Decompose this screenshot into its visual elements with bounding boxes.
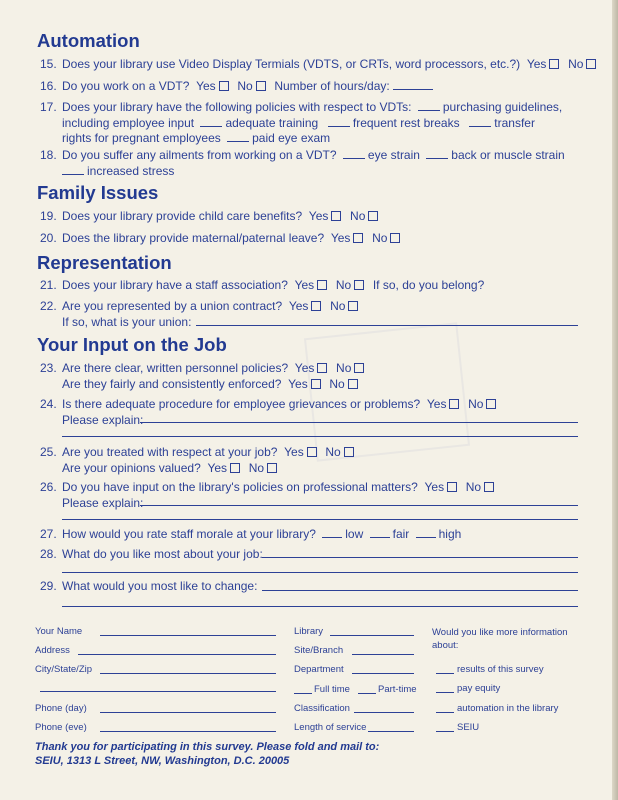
q23-yes-checkbox[interactable] xyxy=(317,363,327,373)
q17-breaks-blank[interactable] xyxy=(328,116,350,127)
q24-text: Is there adequate procedure for employee grievances or problems? xyxy=(62,397,421,411)
footer-phone-eve-field[interactable] xyxy=(100,731,276,732)
q17-option-transfer: transfer xyxy=(494,115,535,130)
footer-fulltime-blank[interactable] xyxy=(294,693,312,694)
q29-answer-line-1[interactable] xyxy=(262,590,578,591)
q15-text: Does your library use Video Display Termials (VDTS, or CRTs, word processors, etc.?) xyxy=(62,57,521,71)
q27-high-blank[interactable] xyxy=(416,527,436,538)
q23b-no-label: No xyxy=(329,376,345,391)
q17-option-purchasing: purchasing guidelines, xyxy=(442,100,563,114)
q26-yes-label: Yes xyxy=(424,480,445,494)
q19-no-label: No xyxy=(350,209,366,223)
question-15 xyxy=(40,57,598,73)
q15-no-checkbox[interactable] xyxy=(586,59,596,69)
footer-phone-day-field[interactable] xyxy=(100,712,276,713)
question-21 xyxy=(40,278,484,294)
q25-number: 25. xyxy=(40,445,57,459)
q18-eye-strain-blank[interactable] xyxy=(343,148,365,159)
q15-yes-checkbox[interactable] xyxy=(549,59,559,69)
q25b-no-checkbox[interactable] xyxy=(267,463,277,473)
section-heading-representation: Representation xyxy=(37,252,172,273)
q17-option-eye-exam: paid eye exam xyxy=(252,131,331,145)
q25b-no-label: No xyxy=(248,460,265,475)
q27-option-low: low xyxy=(345,527,364,541)
q21-number: 21. xyxy=(40,278,57,292)
q23-no-checkbox[interactable] xyxy=(354,363,364,373)
q18-option-back-strain: back or muscle strain xyxy=(451,148,565,162)
q22-union-field[interactable] xyxy=(196,325,578,326)
footer-info3-blank[interactable] xyxy=(436,712,454,713)
section-heading-automation: Automation xyxy=(37,30,140,51)
q29-answer-line-2[interactable] xyxy=(62,606,578,607)
footer-name-label: Your Name xyxy=(35,626,83,637)
q21-no-checkbox[interactable] xyxy=(354,280,364,290)
q19-yes-checkbox[interactable] xyxy=(331,211,341,221)
footer-phone-eve-label: Phone (eve) xyxy=(35,722,87,733)
footer-classification-label: Classification xyxy=(294,703,350,714)
footer-info4-blank[interactable] xyxy=(436,731,454,732)
q22-yes-label: Yes xyxy=(288,299,309,313)
footer-site-label: Site/Branch xyxy=(294,645,344,656)
q25-yes-label: Yes xyxy=(284,445,304,459)
q17-number: 17. xyxy=(40,100,57,114)
q17-option-breaks: frequent rest breaks xyxy=(352,115,460,130)
footer-info2-label: pay equity xyxy=(457,683,501,694)
q20-yes-checkbox[interactable] xyxy=(353,233,363,243)
q18-stress-blank[interactable] xyxy=(62,164,84,175)
q23-no-label: No xyxy=(336,361,352,375)
section-heading-family: Family Issues xyxy=(37,182,159,203)
q17-eye-exam-blank[interactable] xyxy=(227,131,249,142)
q21-text: Does your library have a staff association? xyxy=(62,278,288,292)
footer-address-label: Address xyxy=(35,645,70,656)
q19-text: Does your library provide child care benefits? xyxy=(62,209,303,223)
q28-text: What do you like most about your job: xyxy=(62,547,263,561)
q26-no-label: No xyxy=(465,480,482,494)
footer-library-field[interactable] xyxy=(330,635,414,636)
footer-department-field[interactable] xyxy=(352,673,414,674)
q23b-no-checkbox[interactable] xyxy=(348,379,358,389)
q16-no-label: No xyxy=(237,79,253,93)
q22-no-label: No xyxy=(330,299,346,313)
q16-hours-field[interactable] xyxy=(393,79,433,90)
q18-option-stress: increased stress xyxy=(87,163,175,178)
footer-parttime-blank[interactable] xyxy=(358,693,376,694)
q26-explain-line-1[interactable] xyxy=(140,505,578,506)
q24-no-label: No xyxy=(468,397,484,411)
q22-text: Are you represented by a union contract? xyxy=(62,299,283,313)
q17-training-blank[interactable] xyxy=(200,116,222,127)
question-20 xyxy=(40,231,402,247)
question-18 xyxy=(40,148,565,179)
q16-no-checkbox[interactable] xyxy=(256,81,266,91)
q20-yes-label: Yes xyxy=(330,231,351,245)
q23-number: 23. xyxy=(40,361,57,375)
q17-line2-text: including employee input xyxy=(62,115,195,130)
q23-text-2: Are they fairly and consistently enforced? xyxy=(62,376,282,391)
thank-you-line-1: Thank you for participating in this survey. Please fold and mail to: xyxy=(35,741,380,753)
q16-text: Do you work on a VDT? xyxy=(62,79,190,93)
q21-yes-label: Yes xyxy=(294,278,315,292)
q29-text: What would you most like to change: xyxy=(62,579,258,593)
q25b-yes-checkbox[interactable] xyxy=(230,463,240,473)
footer-city-field-2[interactable] xyxy=(40,691,276,692)
q27-option-fair: fair xyxy=(392,527,410,541)
q29-number: 29. xyxy=(40,579,57,593)
mailing-address: SEIU, 1313 L Street, NW, Washington, D.C. 20005 xyxy=(35,755,290,767)
q24-explain-label: Please explain: xyxy=(62,412,144,427)
footer-info1-blank[interactable] xyxy=(436,673,454,674)
q26-explain-label: Please explain: xyxy=(62,495,144,510)
q21-follow-up: If so, do you belong? xyxy=(372,278,485,292)
q19-number: 19. xyxy=(40,209,57,223)
q26-explain-line-2[interactable] xyxy=(62,519,578,520)
q23b-yes-label: Yes xyxy=(288,376,308,391)
q22-no-checkbox[interactable] xyxy=(348,301,358,311)
q24-no-checkbox[interactable] xyxy=(486,399,496,409)
q20-number: 20. xyxy=(40,231,57,245)
footer-length-label: Length of service xyxy=(294,722,367,733)
q26-yes-checkbox[interactable] xyxy=(447,482,457,492)
q24-yes-label: Yes xyxy=(426,397,447,411)
q26-number: 26. xyxy=(40,480,57,494)
q25-text-2: Are your opinions valued? xyxy=(62,460,201,475)
q18-option-eye-strain: eye strain xyxy=(367,148,420,162)
q27-low-blank[interactable] xyxy=(322,527,342,538)
q15-yes-label: Yes xyxy=(526,57,547,71)
question-17 xyxy=(40,100,562,147)
q15-number: 15. xyxy=(40,57,57,71)
question-19 xyxy=(40,209,380,225)
question-28 xyxy=(40,547,263,563)
q25-text: Are you treated with respect at your job? xyxy=(62,445,278,459)
q23-text: Are there clear, written personnel policies? xyxy=(62,361,289,375)
question-27 xyxy=(40,527,461,543)
footer-name-field[interactable] xyxy=(100,635,276,636)
q25-no-label: No xyxy=(325,445,341,459)
q23b-yes-checkbox[interactable] xyxy=(311,379,321,389)
q24-explain-line-1[interactable] xyxy=(140,422,578,423)
q17-option-training: adequate training xyxy=(225,115,319,130)
q23-yes-label: Yes xyxy=(294,361,315,375)
footer-length-field[interactable] xyxy=(368,731,414,732)
footer-site-field[interactable] xyxy=(352,654,414,655)
q24-yes-checkbox[interactable] xyxy=(449,399,459,409)
q17-text: Does your library have the following policies with respect to VDTs: xyxy=(62,100,412,114)
q18-number: 18. xyxy=(40,148,57,162)
q25-yes-checkbox[interactable] xyxy=(307,447,317,457)
q22-yes-checkbox[interactable] xyxy=(311,301,321,311)
question-23 xyxy=(40,361,366,392)
q22-follow-up: If so, what is your union: xyxy=(62,314,192,329)
q19-yes-label: Yes xyxy=(308,209,329,223)
q16-yes-checkbox[interactable] xyxy=(219,81,229,91)
section-heading-input: Your Input on the Job xyxy=(37,334,227,355)
question-25 xyxy=(40,445,356,476)
q20-no-checkbox[interactable] xyxy=(390,233,400,243)
footer-info3-label: automation in the library xyxy=(457,703,559,714)
q26-no-checkbox[interactable] xyxy=(484,482,494,492)
q19-no-checkbox[interactable] xyxy=(368,211,378,221)
q17-purchasing-blank[interactable] xyxy=(418,100,440,111)
q27-option-high: high xyxy=(438,527,462,541)
q16-yes-label: Yes xyxy=(196,79,216,93)
question-24 xyxy=(40,397,498,428)
q21-yes-checkbox[interactable] xyxy=(317,280,327,290)
q27-number: 27. xyxy=(40,527,57,541)
q18-text: Do you suffer any ailments from working on a VDT? xyxy=(62,148,337,162)
q27-text: How would you rate staff morale at your library? xyxy=(62,527,316,541)
q28-number: 28. xyxy=(40,547,57,561)
show-through-mark xyxy=(304,322,470,461)
footer-info4-label: SEIU xyxy=(457,722,480,733)
q25b-yes-label: Yes xyxy=(207,460,228,475)
footer-city-field[interactable] xyxy=(100,673,276,674)
q17-line3-text: rights for pregnant employees xyxy=(62,131,221,145)
q21-no-label: No xyxy=(335,278,352,292)
q28-answer-line-1[interactable] xyxy=(262,557,578,558)
question-29 xyxy=(40,579,257,595)
footer-phone-day-label: Phone (day) xyxy=(35,703,87,714)
page-edge-shadow xyxy=(612,0,618,800)
question-26 xyxy=(40,480,496,511)
q16-number: 16. xyxy=(40,79,57,93)
q20-no-label: No xyxy=(372,231,388,245)
footer-fulltime-label: Full time xyxy=(314,684,350,695)
q25-no-checkbox[interactable] xyxy=(344,447,354,457)
q27-fair-blank[interactable] xyxy=(370,527,390,538)
q24-explain-line-2[interactable] xyxy=(62,436,578,437)
footer-classification-field[interactable] xyxy=(354,712,414,713)
q22-number: 22. xyxy=(40,299,57,313)
q24-number: 24. xyxy=(40,397,57,411)
thank-you-note xyxy=(35,740,379,768)
footer-library-label: Library xyxy=(294,626,324,637)
q15-no-label: No xyxy=(568,57,584,71)
footer-parttime-label: Part-time xyxy=(378,684,417,695)
footer-info-title: Would you like more information about: xyxy=(432,627,568,651)
q16-hours-label: Number of hours/day: xyxy=(274,79,390,93)
footer-info2-blank[interactable] xyxy=(436,692,454,693)
q28-answer-line-2[interactable] xyxy=(62,572,578,573)
footer-department-label: Department xyxy=(294,664,344,675)
q18-back-strain-blank[interactable] xyxy=(426,148,448,159)
question-16 xyxy=(40,79,436,95)
q26-text: Do you have input on the library's policies on professional matters? xyxy=(62,480,418,494)
q17-transfer-blank[interactable] xyxy=(469,116,491,127)
footer-address-field[interactable] xyxy=(78,654,276,655)
footer-city-label: City/State/Zip xyxy=(35,664,93,675)
q20-text: Does the library provide maternal/paternal leave? xyxy=(62,231,325,245)
footer-info1-label: results of this survey xyxy=(457,664,544,675)
